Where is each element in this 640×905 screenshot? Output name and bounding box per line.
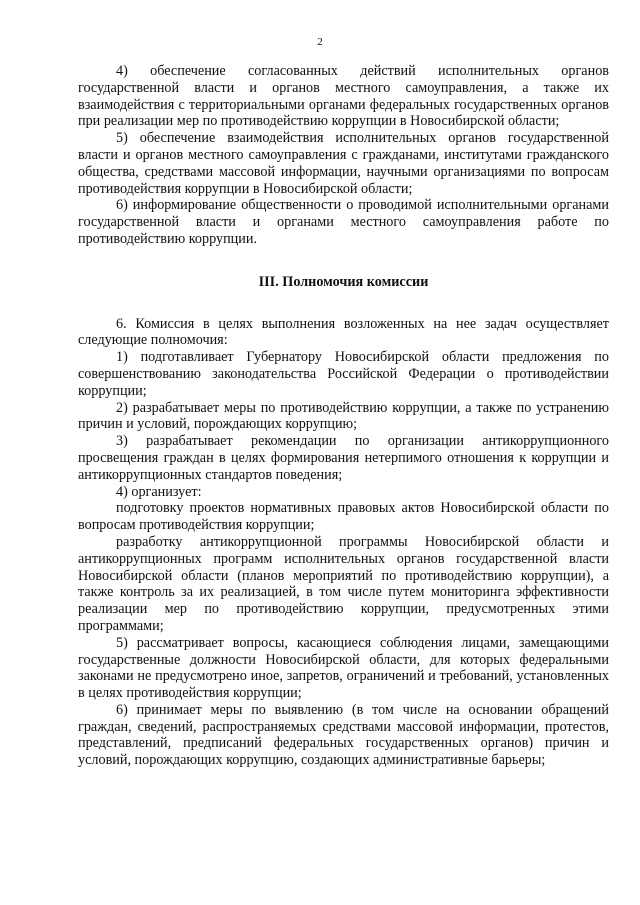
paragraph-power-4-sub-2: разработку антикоррупционной программы Новосибирской области и антикоррупционных программ исполнительных органов государственной власти Новосибирской области (планов мероприятий по противодействию коррупции), а также контроль за их реализацией, в том числе путем мониторинга эффективности реализации мер по противодействию коррупции, предусмотренных этими программами; bbox=[78, 533, 609, 634]
paragraph-item-5: 5) обеспечение взаимодействия исполнительных органов государственной власти и органов местного самоуправления с гражданами, институтами гражданского общества, средствами массовой информации, научными организациями по вопросам противодействия коррупции в Новосибирской области; bbox=[78, 130, 609, 197]
paragraph-power-3: 3) разрабатывает рекомендации по организации антикоррупционного просвещения граждан в целях формирования нетерпимого отношения к коррупции и антикоррупционных стандартов поведения; bbox=[78, 433, 609, 483]
paragraph-clause-6: 6. Комиссия в целях выполнения возложенных на нее задач осуществляет следующие полномочия: bbox=[78, 315, 609, 349]
paragraph-power-5: 5) рассматривает вопросы, касающиеся соблюдения лицами, замещающими государственные должности Новосибирской области, для которых федеральными законами не предусмотрено иное, запретов, ограничений и требований, установленных в целях противодействия коррупции; bbox=[78, 634, 609, 702]
document-body bbox=[78, 63, 609, 769]
section-heading: III. Полномочия комиссии bbox=[258, 273, 429, 290]
paragraph-power-6: 6) принимает меры по выявлению (в том числе на основании обращений граждан, сведений, распространяемых средствами массовой информации, протестов, представлений, предписаний федеральных государственных органов) причин и условий, порождающих коррупцию, создающих административные барьеры; bbox=[78, 701, 609, 769]
page-number: 2 bbox=[317, 36, 323, 48]
paragraph-power-2: 2) разрабатывает меры по противодействию коррупции, а также по устранению причин и условий, порождающих коррупцию; bbox=[78, 399, 609, 433]
paragraph-power-1: 1) подготавливает Губернатору Новосибирской области предложения по совершенствованию законодательства Российской Федерации о противодействии коррупции; bbox=[78, 349, 609, 399]
paragraph-item-6: 6) информирование общественности о проводимой исполнительными органами государственной власти и органами местного самоуправления работе по противодействию коррупции. bbox=[78, 197, 609, 247]
paragraph-item-4: 4) обеспечение согласованных действий исполнительных органов государственной власти и органов местного самоуправления, а также их взаимодействия с территориальными органами федеральных государственных органов при реализации мер по противодействию коррупции в Новосибирской области; bbox=[78, 63, 609, 130]
paragraph-power-4-sub-1: подготовку проектов нормативных правовых актов Новосибирской области по вопросам противодействия коррупции; bbox=[78, 500, 609, 534]
paragraph-power-4: 4) организует: bbox=[116, 483, 202, 500]
